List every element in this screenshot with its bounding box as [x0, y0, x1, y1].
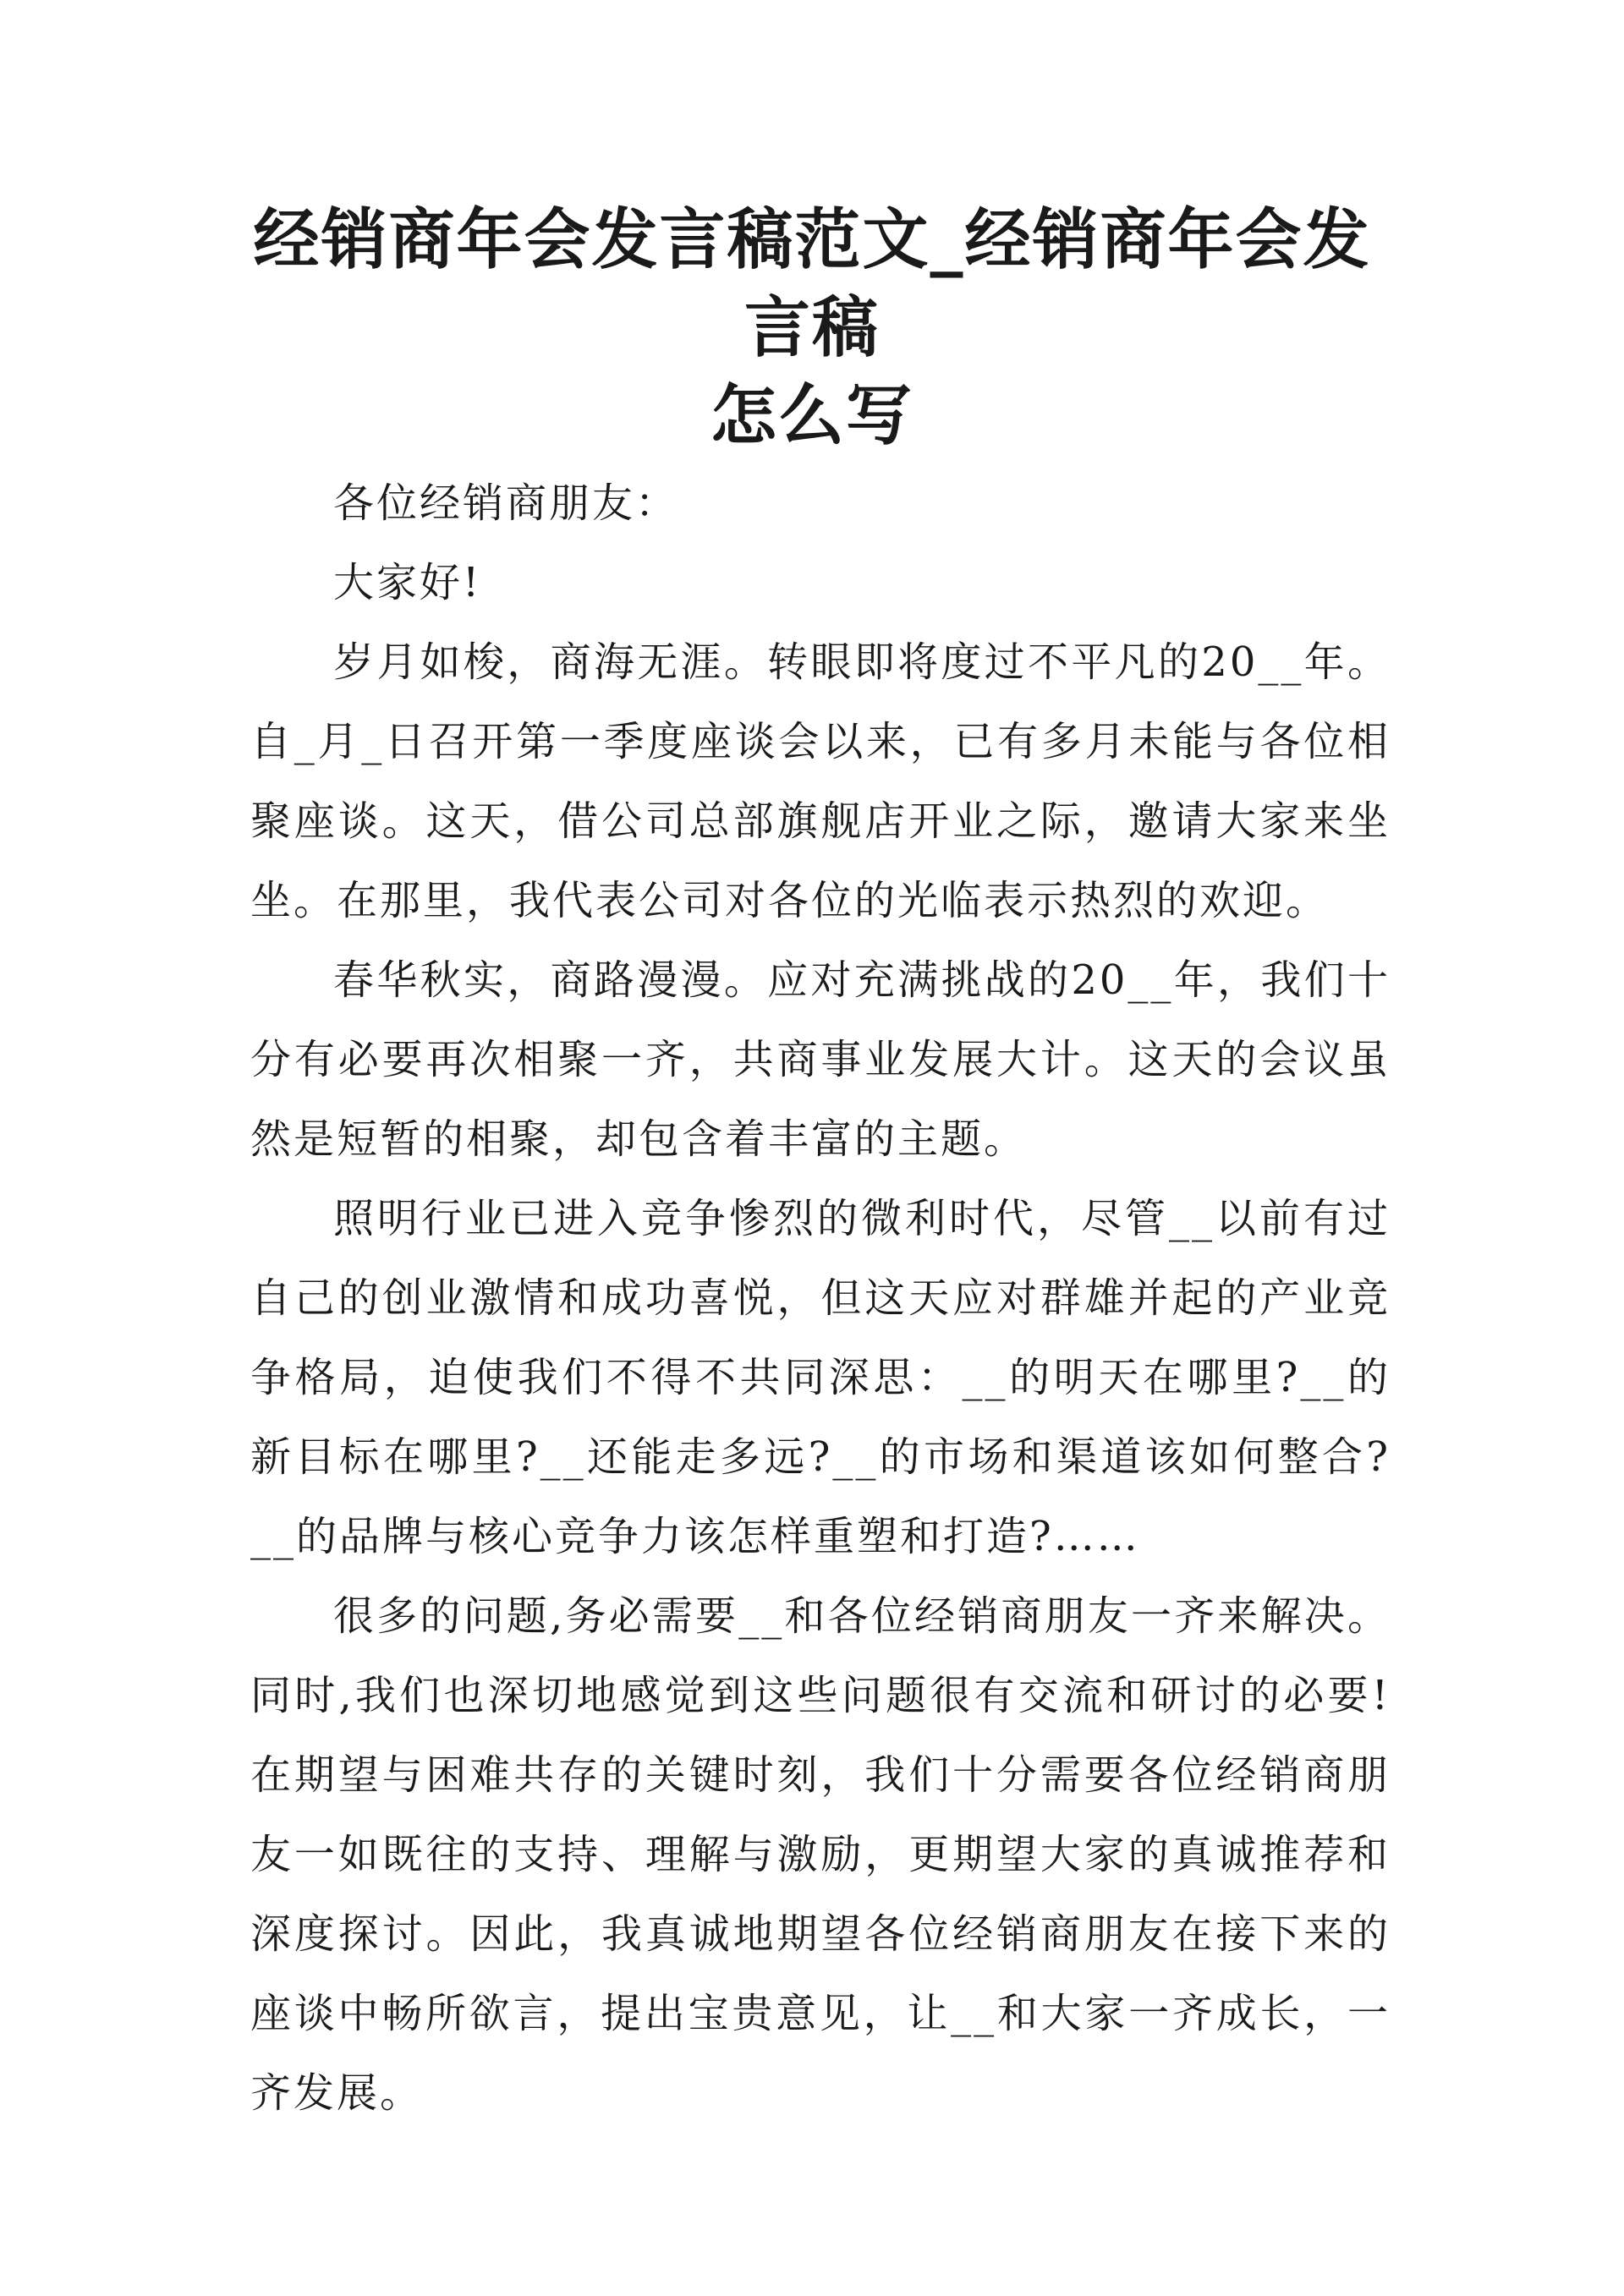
title-line-1: 经销商年会发言稿范文_经销商年会发言稿: [253, 201, 1371, 366]
title-line-2: 怎么写: [710, 377, 914, 454]
paragraph-4: 很多的问题,务必需要__和各位经销商朋友一齐来解决。同时,我们也深切地感觉到这些问题很有交流和研讨的必要!在期望与困难共存的关键时刻，我们十分需要各位经销商朋友一如既往的支持、理解与激励，更期望大家的真诚推荐和深度探讨。因此，我真诚地期望各位经销商朋友在接下来的座谈中畅所欲言，提出宝贵意见，让__和大家一齐成长，一齐发展。: [250, 1592, 1391, 2117]
paragraph-1: 岁月如梭，商海无涯。转眼即将度过不平凡的20__年。自_月_日召开第一季度座谈会以来，已有多月未能与各位相聚座谈。这天，借公司总部旗舰店开业之际，邀请大家来坐坐。在那里，我代表公司对各位的光临表示热烈的欢迎。: [250, 638, 1391, 924]
greeting: 大家好!: [333, 559, 482, 606]
document-title: [237, 196, 1387, 460]
salutation: 各位经销商朋友：: [333, 479, 679, 527]
paragraph-2: 春华秋实，商路漫漫。应对充满挑战的20__年，我们十分有必要再次相聚一齐，共商事业发展大计。这天的会议虽然是短暂的相聚，却包含着丰富的主题。: [250, 956, 1391, 1163]
paragraph-3: 照明行业已进入竞争惨烈的微利时代，尽管__以前有过自己的创业激情和成功喜悦，但这天应对群雄并起的产业竞争格局，迫使我们不得不共同深思：__的明天在哪里?__的新目标在哪里?__还能走多远?__的市场和渠道该如何整合?__的品牌与核心竞争力该怎样重塑和打造?……: [250, 1195, 1391, 1560]
document-body: [250, 463, 1391, 2133]
